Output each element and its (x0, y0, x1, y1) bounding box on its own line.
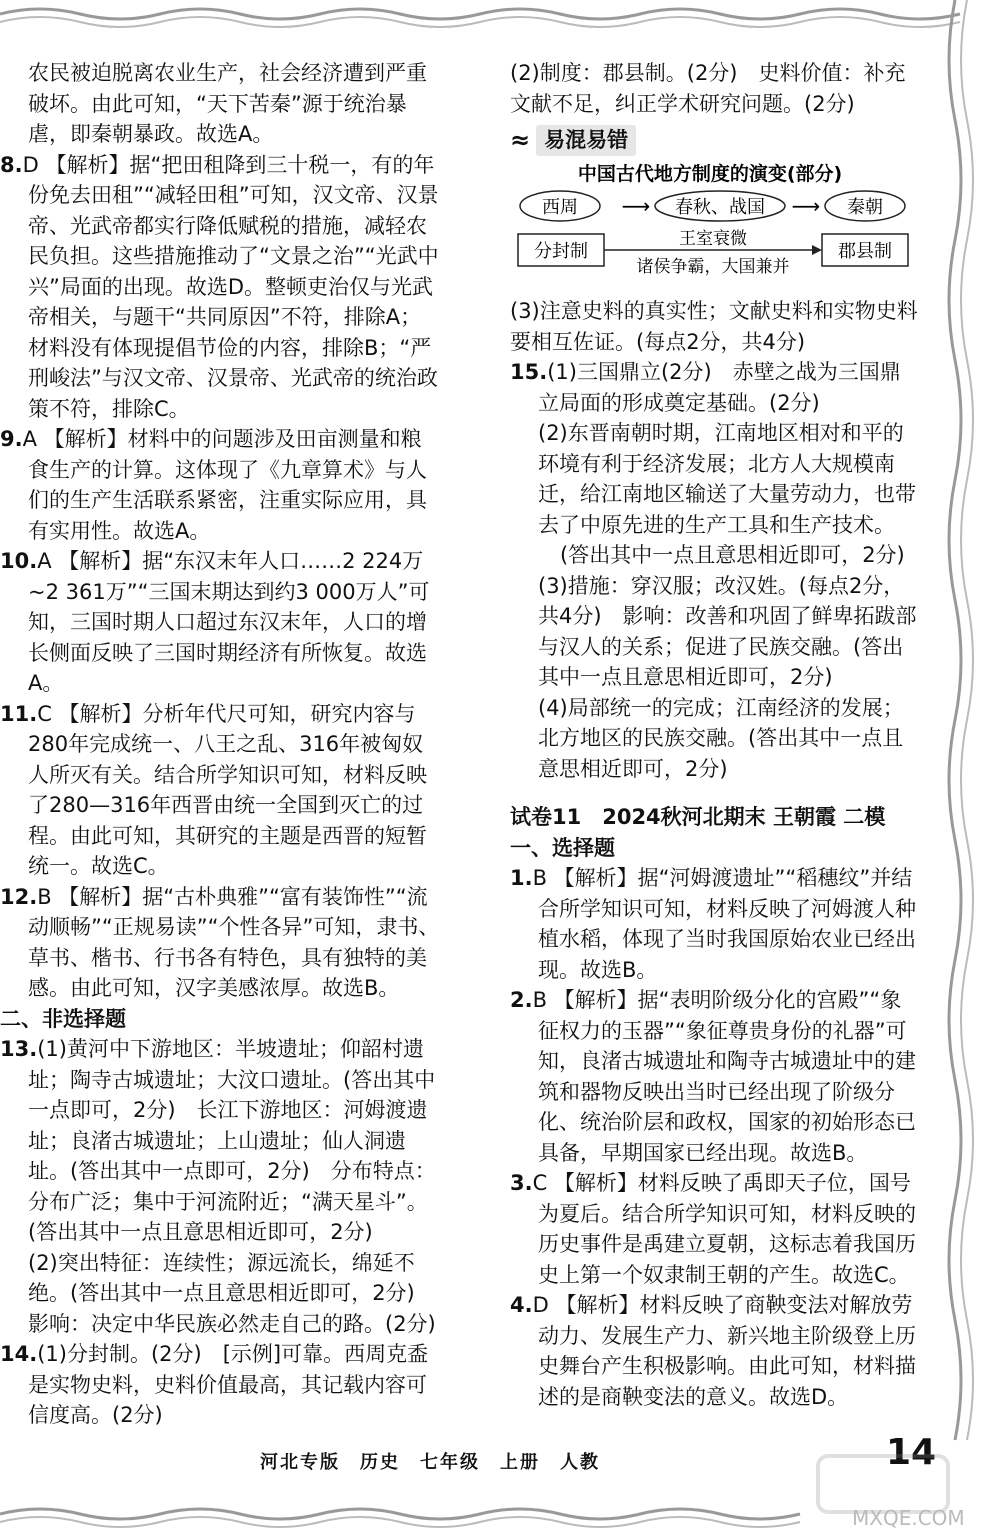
answer-text: (1)黄河中下游地区：半坡遗址；仰韶村遗址；陶寺古城遗址；大汶口遗址。(答出其中一点即可，2分) 长江下游地区：河姆渡遗址；良渚古城遗址；上山遗址；仙人洞遗址。(答出其中一点即可，2分) 分布特点：分布广泛；集中于河流附近；“满天星斗”。(答出其中一点且意思相近即可，2分) (28, 1037, 436, 1244)
answer-4 (510, 1290, 920, 1412)
answer-text: B 【解析】据“河姆渡遗址”“稻穗纹”并结合所学知识可知，材料反映了河姆渡人种植水稻，体现了当时我国原始农业已经出现。故选B。 (532, 866, 916, 982)
question-number: 15. (510, 360, 548, 384)
wave-icon: ≈ (510, 126, 531, 154)
answer-text: D 【解析】据“把田租降到三十税一，有的年份免去田租”“减轻田租”可知，汉文帝、汉景帝、光武帝都实行降低赋税的措施，减轻农民负担。这些措施推动了“文景之治”“光武中兴”局面的出现。故选D。整顿吏治仅与光武帝相关，与题干“共同原因”不符，排除A；材料没有体现提倡节俭的内容，排除B；“严刑峻法”与汉文帝、汉景帝、光武帝的统治政策不符，排除C。 (22, 152, 439, 421)
decorative-top-border (0, 0, 986, 30)
answer-1 (510, 863, 920, 985)
answer-text: C 【解析】材料反映了禹即天子位，国号为夏后。结合所学知识可知，材料反映的历史事件是禹建立夏朝，这标志着我国历史上第一个奴隶制王朝的产生。故选C。 (532, 1171, 916, 1287)
section-heading: 二、非选择题 (0, 1006, 126, 1031)
page-number: 14 (886, 1432, 937, 1473)
node-label: 西周 (542, 196, 578, 218)
answer-13-part2: (2)突出特征：连续性；源远流长，绵延不绝。(答出其中一点且意思相近即可，2分) 影响：决定中华民族必然走自己的路。(2分) (28, 1250, 436, 1336)
question-number: 1. (510, 866, 533, 890)
continued-answer: 农民被迫脱离农业生产，社会经济遭到严重破坏。由此可知，“天下苦秦”源于统治暴虐，即秦朝暴政。故选A。 (28, 61, 427, 146)
answer-15-part2: (2)东晋南朝时期，江南地区相对和平的环境有利于经济发展；北方人大规模南迁，给江南地区输送了大量劳动力，也带去了中原先进的生产工具和生产技术。 (538, 421, 916, 537)
answer-11 (0, 699, 440, 882)
question-number: 13. (0, 1037, 38, 1061)
question-number: 14. (0, 1342, 38, 1366)
answer-2 (510, 985, 920, 1168)
answer-text: (1)分封制。(2分) [示例]可靠。西周克盉是实物史料，史料价值最高，其记载内容可信度高。(2分) (28, 1342, 429, 1427)
answer-15-part3: (3)措施：穿汉服；改汉姓。(每点2分，共4分) 影响：改善和巩固了鲜卑拓跋部与汉人的关系；促进了民族交融。(答出其中一点且意思相近即可，2分) (538, 573, 917, 689)
question-number: 12. (0, 884, 38, 909)
answer-text: A 【解析】材料中的问题涉及田亩测量和粮食生产的计算。这体现了《九章算术》与人们的生产生活联系紧密，注重实际应用，具有实用性。故选A。 (22, 427, 427, 543)
arrowhead-icon (812, 245, 822, 255)
watermark-text: MXQE.COM (852, 1506, 965, 1530)
answer-15 (510, 357, 920, 418)
answer-text: C 【解析】分析年代尺可知，研究内容与280年完成统一、八王之乱、316年被匈奴人所灭有关。结合所学知识可知，材料反映了280—316年西晋由统一全国到灭亡的过程。由此可知，其研究的主题是西晋的短暂统一。故选C。 (28, 701, 427, 878)
answer-3 (510, 1168, 920, 1290)
answer-14 (0, 1339, 440, 1431)
easy-mistake-tag (510, 125, 636, 156)
answer-text: D 【解析】材料反映了商鞅变法对解放劳动力、发展生产力、新兴地主阶级登上历史舞台产生积极影响。由此可知，材料描述的是商鞅变法的意义。故选D。 (532, 1293, 916, 1409)
question-number: 11. (0, 701, 38, 726)
answer-14-part3: (3)注意史料的真实性；文献史料和实物史料要相互佐证。(每点2分，共4分) (510, 299, 918, 354)
answer-10 (0, 546, 440, 699)
test-title: 试卷11 2024秋河北期末 王朝霞 二模 (510, 805, 886, 829)
left-column (0, 58, 440, 1431)
tag-label: 易混易错 (536, 125, 636, 156)
section-heading: 一、选择题 (510, 835, 615, 860)
lower-label: 诸侯争霸，大国兼并 (636, 256, 790, 277)
system-label: 分封制 (534, 240, 588, 262)
answer-9 (0, 424, 440, 546)
answer-text: B 【解析】据“表明阶级分化的宫殿”“象征权力的玉器”“象征尊贵身份的礼器”可知，良渚古城遗址和陶寺古城遗址中的建筑和器物反映出当时已经出现了阶级分化、统治阶层和政权，国家的初始形态已具备，早期国家已经出现。故选B。 (532, 988, 916, 1165)
answer-text: (1)三国鼎立(2分) 赤壁之战为三国鼎立局面的形成奠定基础。(2分) (538, 360, 901, 415)
decorative-right-border (935, 0, 986, 1500)
evolution-diagram (510, 162, 910, 282)
answer-text: B 【解析】据“古朴典雅”“富有装饰性”“流动顺畅”“正规易读”“个性各异”可知，隶书、草书、楷书、行书各有特色，具有独特的美感。由此可知，汉字美感浓厚。故选B。 (28, 884, 440, 1000)
page-footer: 河北专版 历史 七年级 上册 人教 (260, 1452, 600, 1473)
answer-15-note: (答出其中一点且意思相近即可，2分) (560, 543, 905, 567)
arrow-icon: ⟶ (621, 193, 651, 218)
node-label: 春秋、战国 (675, 196, 765, 218)
answer-14-part2: (2)制度：郡县制。(2分) 史料价值：补充文献不足，纠正学术研究问题。(2分) (510, 61, 906, 116)
answer-8 (0, 150, 440, 425)
question-number: 2. (510, 988, 533, 1012)
answer-15-part4: (4)局部统一的完成；江南经济的发展；北方地区的民族交融。(答出其中一点且意思相近即可，2分) (538, 695, 904, 781)
right-column (510, 58, 920, 1412)
answer-text: A 【解析】据“东汉末年人口……2 224万~2 361万”“三国末期达到约3 000万人”可知，三国时期人口超过东汉末年，人口的增长侧面反映了三国时期经济有所恢复。故选A。 (28, 549, 430, 695)
question-number: 4. (510, 1293, 533, 1317)
diagram-title: 中国古代地方制度的演变(部分) (577, 162, 843, 185)
answer-12 (0, 882, 440, 1004)
question-number: 3. (510, 1171, 533, 1195)
node-label: 秦朝 (847, 196, 883, 218)
question-number: 9. (0, 427, 23, 451)
answer-13 (0, 1034, 440, 1248)
upper-label: 王室衰微 (679, 228, 747, 249)
arrow-icon: ⟶ (791, 193, 821, 218)
question-number: 8. (0, 152, 23, 177)
question-number: 10. (0, 549, 38, 573)
system-label: 郡县制 (838, 240, 892, 262)
